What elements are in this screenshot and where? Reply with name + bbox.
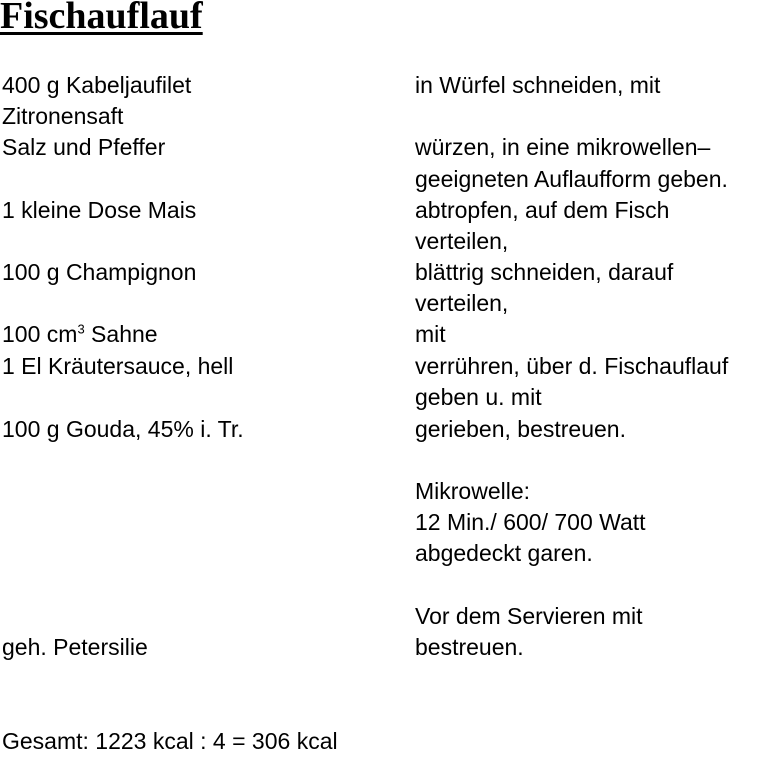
ingredient-sahne: [2, 319, 158, 350]
ingredient-kabeljau: 400 g Kabeljaufilet: [2, 72, 192, 98]
ingredient-mais: 1 kleine Dose Mais: [2, 197, 197, 223]
ingredient-sauce: 1 El Kräutersauce, hell: [2, 353, 234, 379]
sahne-unit-exponent: 3: [77, 321, 85, 337]
sahne-amount: 100 cm: [2, 321, 78, 347]
instruction-line: blättrig schneiden, darauf: [415, 259, 674, 285]
instruction-line: Mikrowelle:: [415, 478, 531, 504]
instruction-line: geeigneten Auflaufform geben.: [415, 166, 728, 192]
recipe-title: Fischauflauf: [0, 0, 203, 37]
instruction-line: bestreuen.: [415, 634, 524, 660]
sahne-name: Sahne: [84, 321, 158, 347]
instruction-line: abgedeckt garen.: [415, 540, 593, 566]
instruction-line: geben u. mit: [415, 384, 542, 410]
instruction-line: verteilen,: [415, 228, 509, 254]
instruction-line: würzen, in eine mikrowellen–: [415, 134, 711, 160]
ingredient-salz-pfeffer: Salz und Pfeffer: [2, 134, 166, 160]
ingredient-zitrone: Zitronensaft: [2, 103, 124, 129]
instruction-line: 12 Min./ 600/ 700 Watt: [415, 509, 646, 535]
instruction-line: in Würfel schneiden, mit: [415, 72, 661, 98]
ingredient-petersilie: geh. Petersilie: [2, 634, 148, 660]
instruction-line: verrühren, über d. Fischauflauf: [415, 353, 729, 379]
instruction-line: Vor dem Servieren mit: [415, 603, 643, 629]
instruction-line: mit: [415, 321, 446, 347]
instruction-line: verteilen,: [415, 290, 509, 316]
instruction-line: gerieben, bestreuen.: [415, 416, 626, 442]
ingredient-gouda: 100 g Gouda, 45% i. Tr.: [2, 416, 244, 442]
ingredient-champignon: 100 g Champignon: [2, 259, 197, 285]
instruction-line: abtropfen, auf dem Fisch: [415, 197, 670, 223]
calorie-summary: Gesamt: 1223 kcal : 4 = 306 kcal: [2, 728, 338, 754]
